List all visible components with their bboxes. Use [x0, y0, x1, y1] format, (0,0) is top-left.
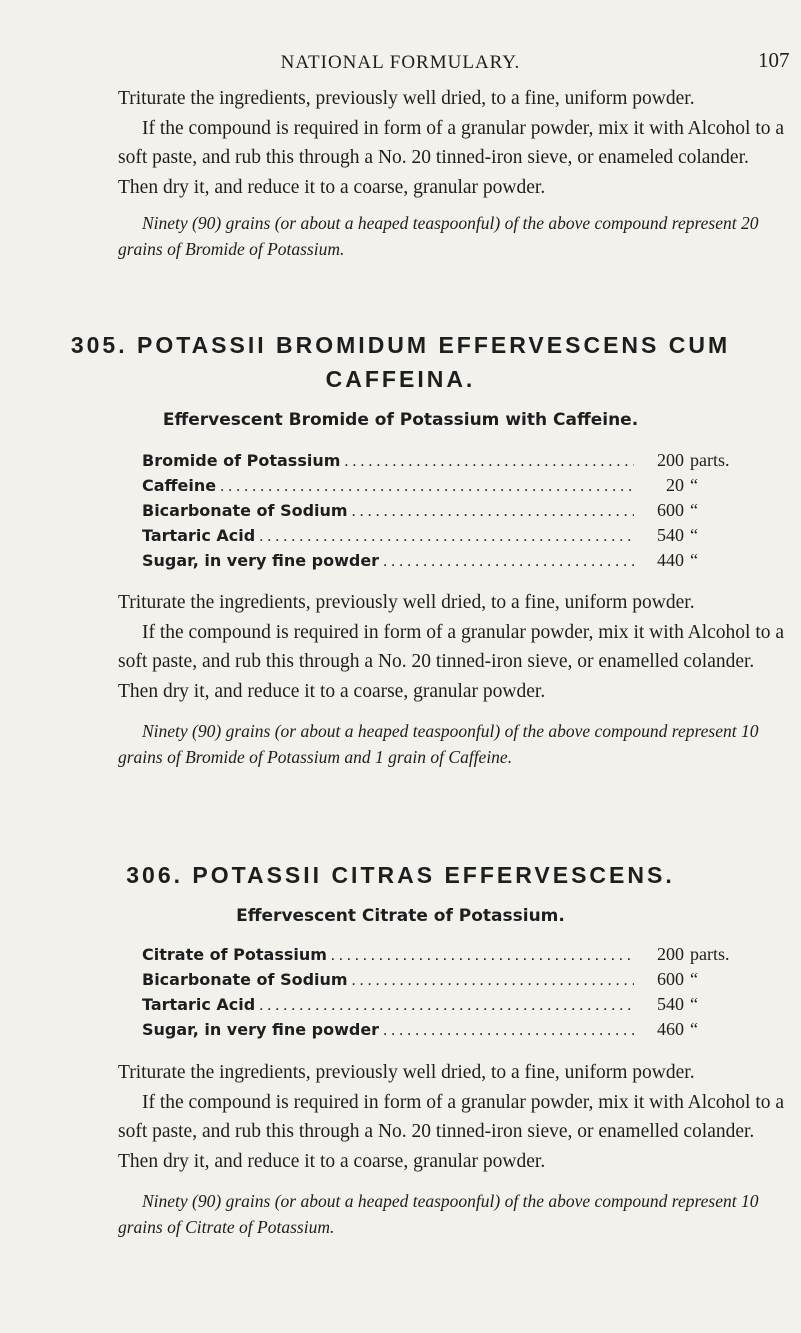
ingredient-unit: parts.: [690, 944, 730, 964]
intro-text: [118, 84, 786, 262]
section-306-paragraph-2: If the compound is required in form of a granular powder, mix it with Alcohol to a soft paste, and rub this through a No. 20 tinned-iron sieve, or enamelled colander. Then dry it, and reduce it to a coarse, granular powder.: [118, 1091, 785, 1172]
section-306-text: [118, 1058, 786, 1240]
ingredient-row: [142, 969, 752, 994]
section-305-title-line-2: CAFFEINA.: [325, 366, 476, 392]
page-number: 107: [758, 48, 790, 72]
ingredient-quantity: 200: [657, 450, 684, 470]
leader-dots: [220, 478, 634, 496]
ingredient-unit: parts.: [690, 450, 730, 470]
ingredient-unit: “: [690, 550, 698, 570]
ingredient-quantity: 200: [657, 944, 684, 964]
intro-paragraph-2: If the compound is required in form of a granular powder, mix it with Alcohol to a soft paste, and rub this through a No. 20 tinned-iron sieve, or enameled colander. Then dry it, and reduce it to a coarse, granular powder.: [118, 117, 785, 198]
section-305-paragraph-2: If the compound is required in form of a granular powder, mix it with Alcohol to a soft paste, and rub this through a No. 20 tinned-iron sieve, or enamelled colander. Then dry it, and reduce it to a coarse, granular powder.: [118, 621, 785, 702]
leader-dots: [383, 1022, 634, 1040]
ingredient-name: Tartaric Acid: [142, 526, 256, 545]
ingredient-row: [142, 944, 752, 969]
ingredient-unit: “: [690, 525, 698, 545]
section-305-title-line-1: 305. POTASSII BROMIDUM EFFERVESCENS CUM: [70, 332, 731, 358]
ingredient-quantity: 600: [657, 969, 684, 989]
ingredient-unit: “: [690, 994, 698, 1014]
section-305-ingredients: [142, 450, 752, 575]
section-306-title: 306. POTASSII CITRAS EFFERVESCENS.: [126, 862, 675, 888]
section-306-subtitle: Effervescent Citrate of Potassium.: [236, 906, 565, 926]
running-title: NATIONAL FORMULARY.: [280, 52, 521, 73]
ingredient-quantity: 460: [657, 1019, 684, 1039]
ingredient-name: Tartaric Acid: [142, 995, 256, 1014]
section-305-text: [118, 588, 786, 770]
ingredient-row: [142, 550, 752, 575]
ingredient-row: [142, 525, 752, 550]
section-306-paragraph-1: Triturate the ingredients, previously well dried, to a fine, uniform powder.: [118, 1062, 695, 1083]
ingredient-row: [142, 450, 752, 475]
ingredient-name: Bicarbonate of Sodium: [142, 970, 348, 989]
section-306-ingredients: [142, 944, 752, 1044]
ingredient-unit: “: [690, 969, 698, 989]
ingredient-name: Sugar, in very fine powder: [142, 551, 380, 570]
ingredient-quantity: 20: [666, 475, 684, 495]
section-306-dose-note: Ninety (90) grains (or about a heaped teaspoonful) of the above compound represent 10 grains of Citrate of Potassium.: [118, 1191, 759, 1237]
ingredient-name: Bicarbonate of Sodium: [142, 501, 348, 520]
leader-dots: [383, 553, 634, 571]
leader-dots: [352, 503, 634, 521]
ingredient-quantity: 440: [657, 550, 684, 570]
leader-dots: [331, 947, 634, 965]
ingredient-unit: “: [690, 475, 698, 495]
ingredient-unit: “: [690, 1019, 698, 1039]
ingredient-row: [142, 994, 752, 1019]
leader-dots: [344, 453, 634, 471]
leader-dots: [352, 972, 634, 990]
ingredient-name: Bromide of Potassium: [142, 451, 341, 470]
leader-dots: [259, 528, 634, 546]
ingredient-row: [142, 500, 752, 525]
section-305-subtitle: Effervescent Bromide of Potassium with Caffeine.: [162, 410, 639, 430]
ingredient-row: [142, 475, 752, 500]
intro-dose-note: Ninety (90) grains (or about a heaped teaspoonful) of the above compound represent 20 grains of Bromide of Potassium.: [118, 213, 759, 259]
section-305-dose-note: Ninety (90) grains (or about a heaped teaspoonful) of the above compound represent 10 grains of Bromide of Potassium and 1 grain of Caffeine.: [118, 721, 759, 767]
ingredient-name: Caffeine: [142, 476, 217, 495]
ingredient-quantity: 540: [657, 994, 684, 1014]
ingredient-unit: “: [690, 500, 698, 520]
ingredient-name: Citrate of Potassium: [142, 945, 327, 964]
section-305-paragraph-1: Triturate the ingredients, previously well dried, to a fine, uniform powder.: [118, 592, 695, 613]
leader-dots: [259, 997, 634, 1015]
ingredient-quantity: 600: [657, 500, 684, 520]
ingredient-name: Sugar, in very fine powder: [142, 1020, 380, 1039]
intro-paragraph-1: Triturate the ingredients, previously well dried, to a fine, uniform powder.: [118, 88, 695, 109]
ingredient-quantity: 540: [657, 525, 684, 545]
ingredient-row: [142, 1019, 752, 1044]
